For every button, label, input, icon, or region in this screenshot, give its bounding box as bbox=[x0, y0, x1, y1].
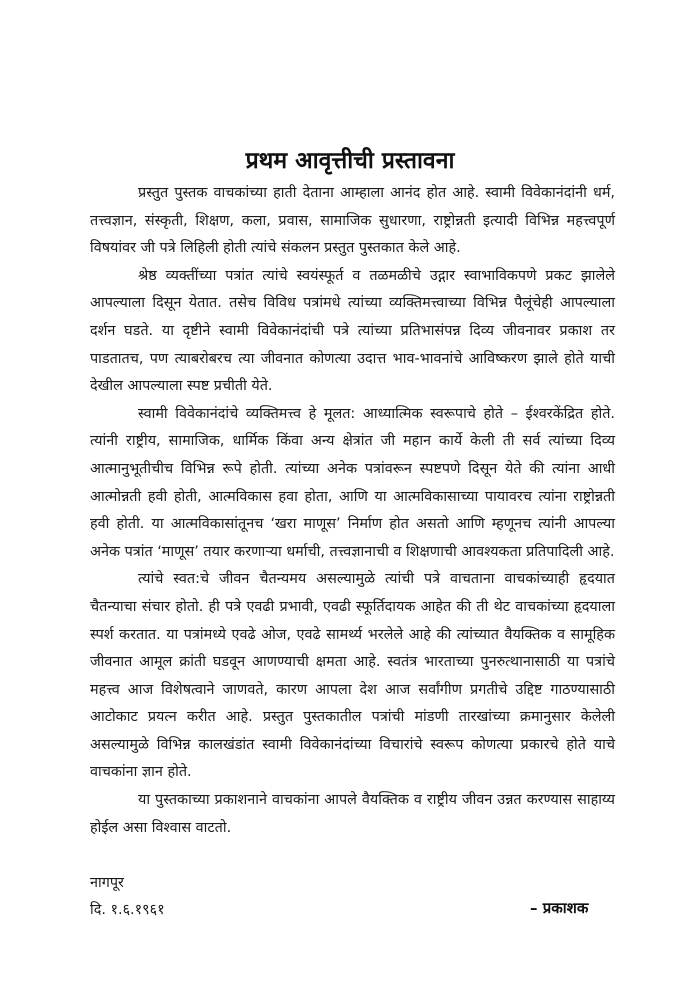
publisher-signature: – प्रकाशक bbox=[530, 899, 589, 917]
date-text: दि. १.६.१९६१ bbox=[90, 902, 165, 918]
paragraph-3: स्वामी विवेकानंदांचे व्यक्तिमत्त्व हे मूलत: आध्यात्मिक स्वरूपाचे होते – ईश्वरकेंद्रित होते. त्यांनी राष्ट्रीय, सामाजिक, धार्मिक किंवा अन्य क्षेत्रांत जी महान कार्ये केली ती सर्व त्यांच्या दिव्य आत्मानुभूतीचीच विभिन्न रूपे होती. त्यांच्या अनेक पत्रांवरून स्पष्टपणे दिसून येते की त्यांना आधी आत्मोन्नती हवी होती, आत्मविकास हवा होता, आणि या आत्मविकासाच्या पायावरच त्यांना राष्ट्रोन्नती हवी होती. या आत्मविकासांतूनच ‘खरा माणूस’ निर्माण होत असतो आणि म्हणूनच त्यांनी आपल्या अनेक पत्रांत ‘माणूस’ तयार करणाऱ्या धर्माची, तत्त्वज्ञानाची व शिक्षणाची आवश्यकता प्रतिपादिली आहे. bbox=[90, 405, 615, 560]
paragraph-1: प्रस्तुत पुस्तक वाचकांच्या हाती देताना आम्हाला आनंद होत आहे. स्वामी विवेकानंदांनी धर्म, तत्त्वज्ञान, संस्कृती, शिक्षण, कला, प्रवास, सामाजिक सुधारणा, राष्ट्रोन्नती इत्यादी विभिन्न महत्त्वपूर्ण विषयांवर जी पत्रे लिहिली होती त्यांचे संकलन प्रस्तुत पुस्तकात केले आहे. bbox=[90, 185, 615, 257]
paragraph-2: श्रेष्ठ व्यक्तींच्या पत्रांत त्यांचे स्वयंस्फूर्त व तळमळीचे उद्गार स्वाभाविकपणे प्रकट झालेले आपल्याला दिसून येतात. तसेच विविध पत्रांमधे त्यांच्या व्यक्तिमत्त्वाच्या विभिन्न पैलूंचेही आपल्याला दर्शन घडते. या दृष्टीने स्वामी विवेकानंदांची पत्रे त्यांच्या प्रतिभासंपन्न दिव्य जीवनावर प्रकाश तर पाडतातच, पण त्याबरोबरच त्या जीवनात कोणत्या उदात्त भाव-भावनांचे आविष्करण झाले होते याची देखील आपल्याला स्पष्ट प्रचीती येते. bbox=[90, 267, 615, 395]
paragraph-5: या पुस्तकाच्या प्रकाशनाने वाचकांना आपले वैयक्तिक व राष्ट्रीय जीवन उन्नत करण्यास साहाय्य होईल असा विश्वास वाटतो. bbox=[90, 792, 615, 836]
page-title: प्रथम आवृत्तीची प्रस्तावना bbox=[245, 148, 455, 174]
place-text: नागपूर bbox=[90, 875, 124, 891]
paragraph-4: त्यांचे स्वत:चे जीवन चैतन्यमय असल्यामुळे त्यांची पत्रे वाचताना वाचकांच्याही हृदयात चैतन्याचा संचार होतो. ही पत्रे एवढी प्रभावी, एवढी स्फूर्तिदायक आहेत की ती थेट वाचकांच्या हृदयाला स्पर्श करतात. या पत्रांमध्ये एवढे ओज, एवढे सामर्थ्य भरलेले आहे की त्यांच्यात वैयक्तिक व सामूहिक जीवनात आमूल क्रांती घडवून आणण्याची क्षमता आहे. स्वतंत्र भारताच्या पुनरुत्थानासाठी या पत्रांचे महत्त्व आज विशेषत्वाने जाणवते, कारण आपला देश आज सर्वांगीण प्रगतीचे उद्दिष्ट गाठण्यासाठी आटोकाट प्रयत्न करीत आहे. प्रस्तुत पुस्तकातील पत्रांची मांडणी तारखांच्या क्रमानुसार केलेली असल्यामुळे विभिन्न कालखंडांत स्वामी विवेकानंदांच्या विचारांचे स्वरूप कोणत्या प्रकारचे होते याचे वाचकांना ज्ञान होते. bbox=[90, 571, 615, 781]
preface-body bbox=[90, 180, 615, 842]
